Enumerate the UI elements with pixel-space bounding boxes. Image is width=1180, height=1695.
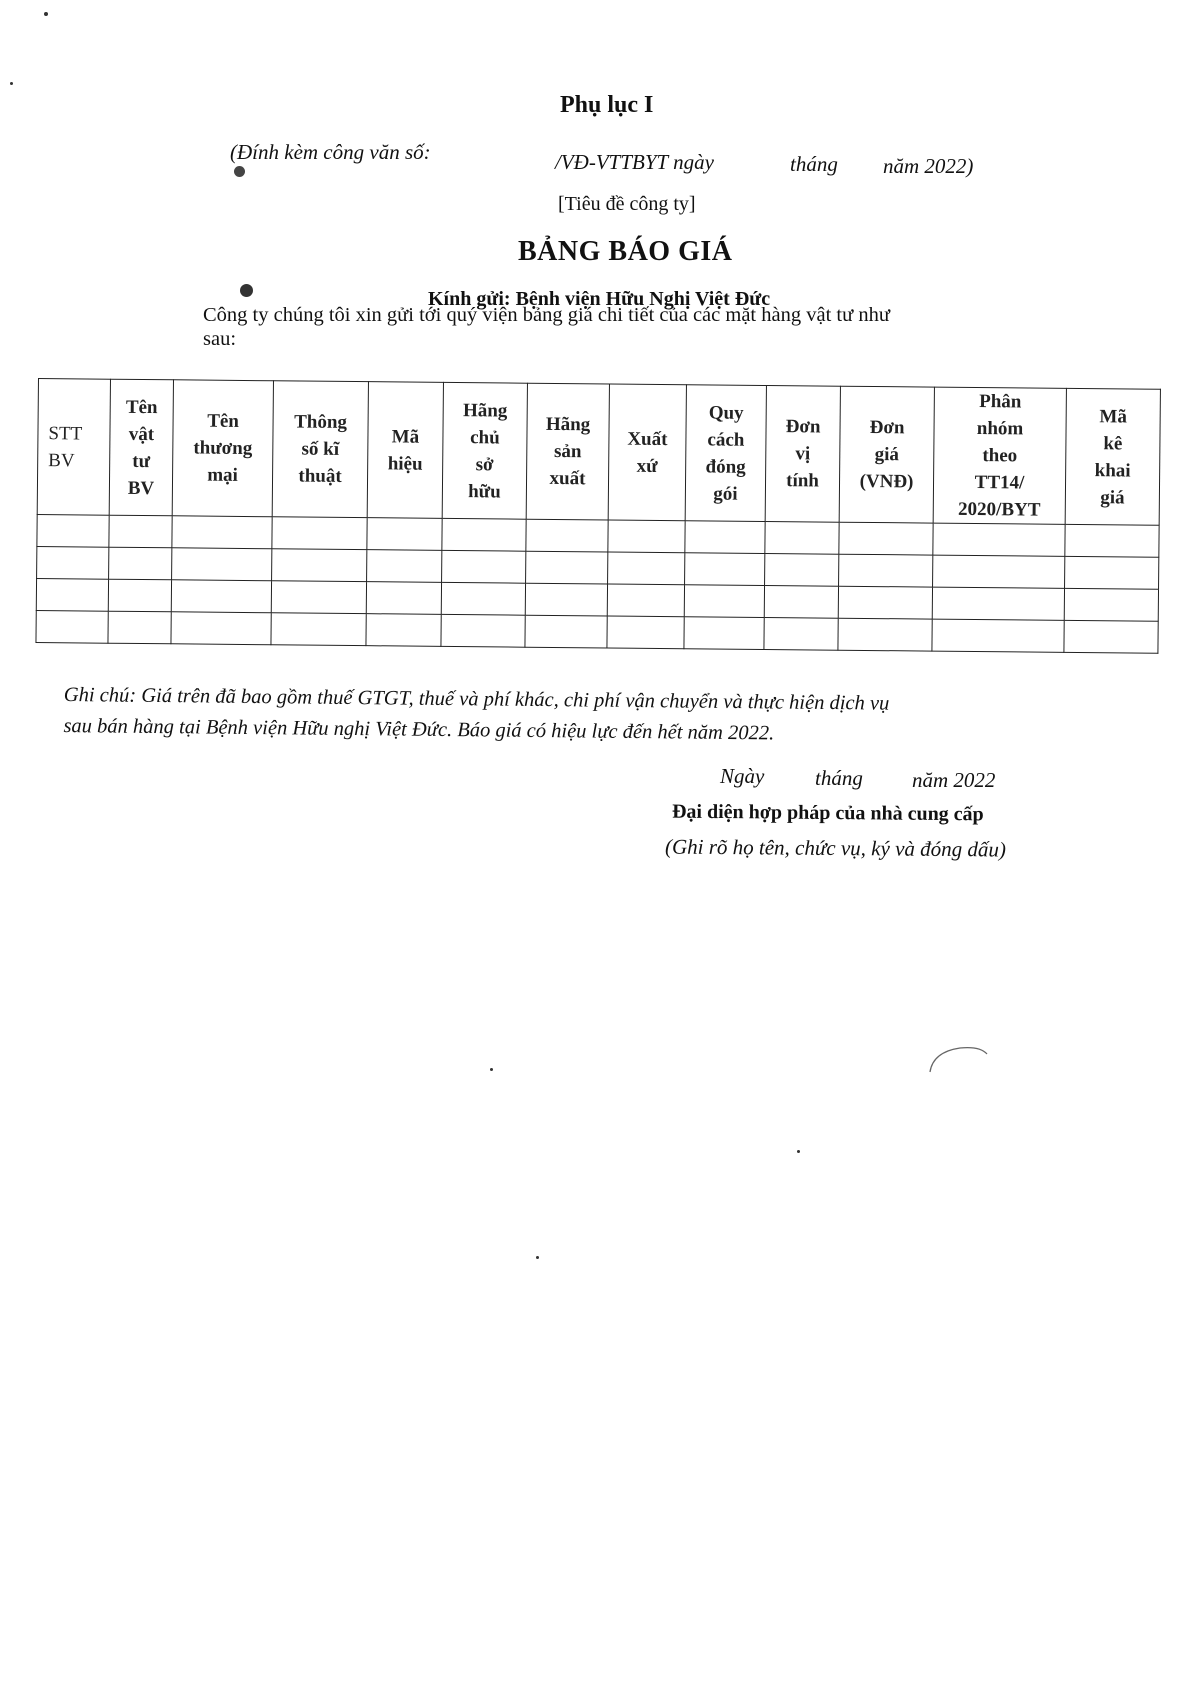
header-thong-so-ki-thuat: Thông số kĩ thuật xyxy=(272,381,368,518)
header-hang-san-xuat: Hãng sản xuất xyxy=(526,383,609,520)
table-cell xyxy=(441,582,525,615)
scan-smudge xyxy=(240,284,253,297)
header-ten-vat-tu-bv: Tên vật tư BV xyxy=(109,379,173,516)
table-cell xyxy=(839,554,933,587)
table-cell xyxy=(271,613,366,646)
table-cell xyxy=(684,585,764,618)
table-cell xyxy=(684,617,764,650)
signature-date-year: năm 2022 xyxy=(912,768,996,792)
scan-speck xyxy=(10,82,13,85)
recipient-line: Kính gửi: Bệnh viện Hữu Nghị Việt Đức xyxy=(428,288,771,310)
table-cell xyxy=(764,617,838,650)
table-cell xyxy=(109,547,172,580)
table-cell xyxy=(932,587,1064,620)
table-cell xyxy=(525,615,607,648)
table-cell xyxy=(271,581,366,614)
table-cell xyxy=(441,614,525,647)
table-cell xyxy=(933,555,1065,588)
table-cell xyxy=(1064,620,1158,653)
scan-speck xyxy=(490,1068,493,1071)
table-cell xyxy=(172,516,272,549)
header-stt-bv: STT BV xyxy=(37,379,110,516)
table-cell xyxy=(608,520,685,553)
table-cell xyxy=(1064,588,1158,621)
table-cell xyxy=(109,515,172,548)
table-cell xyxy=(1065,556,1159,589)
table-cell xyxy=(36,610,108,643)
table-cell xyxy=(37,546,109,579)
attachment-month: tháng xyxy=(790,152,838,176)
table-cell xyxy=(108,611,171,644)
signature-instruction: (Ghi rõ họ tên, chức vụ, ký và đóng dấu) xyxy=(664,834,1007,862)
table-cell xyxy=(764,585,838,618)
table-cell xyxy=(932,619,1064,652)
header-ten-thuong-mai: Tên thương mại xyxy=(172,380,273,517)
note-line-1: Ghi chú: Giá trên đã bao gồm thuế GTGT, thuế và phí khác, chi phí vận chuyển và thực hiện dịch vụ xyxy=(63,683,890,715)
table-cell xyxy=(685,521,765,554)
scan-speck xyxy=(44,12,48,16)
table-cell xyxy=(838,586,932,619)
attachment-prefix: (Đính kèm công văn số: xyxy=(230,140,431,164)
header-ma-ke-khai-gia: Mã kê khai giá xyxy=(1065,388,1160,525)
table-cell xyxy=(171,612,271,645)
price-table xyxy=(35,378,1160,654)
table-cell xyxy=(367,518,442,551)
header-ma-hieu: Mã hiệu xyxy=(367,382,443,519)
attachment-year: năm 2022) xyxy=(883,154,974,178)
table-cell xyxy=(525,583,607,616)
document-title: BẢNG BÁO GIÁ xyxy=(518,236,733,267)
table-cell xyxy=(526,519,608,552)
scan-speck xyxy=(536,1256,539,1259)
header-don-vi-tinh: Đơn vị tính xyxy=(765,385,840,522)
table-cell xyxy=(1065,524,1159,557)
table-header-row xyxy=(37,379,1160,526)
scan-smudge xyxy=(234,166,245,177)
table-cell xyxy=(685,553,765,586)
header-don-gia: Đơn giá (VNĐ) xyxy=(839,386,934,523)
price-table-wrapper xyxy=(35,378,1159,654)
appendix-title: Phụ lục I xyxy=(560,92,654,118)
table-cell xyxy=(838,618,932,651)
table-cell xyxy=(526,551,608,584)
table-cell xyxy=(36,578,108,611)
table-cell xyxy=(607,584,684,617)
scan-speck xyxy=(797,1150,800,1153)
table-cell xyxy=(272,517,367,550)
table-cell xyxy=(366,582,441,615)
intro-line-1: Công ty chúng tôi xin gửi tới quý viện bảng giá chi tiết của các mặt hàng vật tư như xyxy=(203,304,890,326)
table-body xyxy=(36,514,1159,653)
table-cell xyxy=(272,549,367,582)
signature-date-month: tháng xyxy=(815,766,863,790)
table-cell xyxy=(607,616,684,649)
table-cell xyxy=(442,550,526,583)
table-cell xyxy=(608,552,685,585)
table-cell xyxy=(765,521,839,554)
table-cell xyxy=(442,518,526,551)
table-cell xyxy=(765,553,839,586)
table-cell xyxy=(108,579,171,612)
header-hang-chu-so-huu: Hãng chủ sở hữu xyxy=(442,382,527,519)
header-quy-cach-dong-goi: Quy cách đóng gói xyxy=(685,385,766,522)
pen-mark xyxy=(925,1040,995,1080)
signature-representative: Đại diện hợp pháp của nhà cung cấp xyxy=(671,800,984,826)
table-cell xyxy=(172,548,272,581)
signature-date-day: Ngày xyxy=(720,764,765,788)
table-cell xyxy=(839,522,933,555)
table-cell xyxy=(171,580,271,613)
attachment-reference: /VĐ-VTTBYT ngày xyxy=(555,150,714,174)
company-header-placeholder: [Tiêu đề công ty] xyxy=(558,193,696,215)
header-phan-nhom: Phân nhóm theo TT14/ 2020/BYT xyxy=(933,387,1066,524)
table-cell xyxy=(367,550,442,583)
table-cell xyxy=(933,523,1065,556)
note-paragraph xyxy=(63,680,1084,753)
table-cell xyxy=(366,614,441,647)
intro-line-2: sau: xyxy=(203,328,237,350)
header-xuat-xu: Xuất xứ xyxy=(608,384,686,521)
table-cell xyxy=(37,514,109,547)
note-line-2: sau bán hàng tại Bệnh viện Hữu nghị Việt Đức. Báo giá có hiệu lực đến hết năm 2022. xyxy=(63,714,775,745)
